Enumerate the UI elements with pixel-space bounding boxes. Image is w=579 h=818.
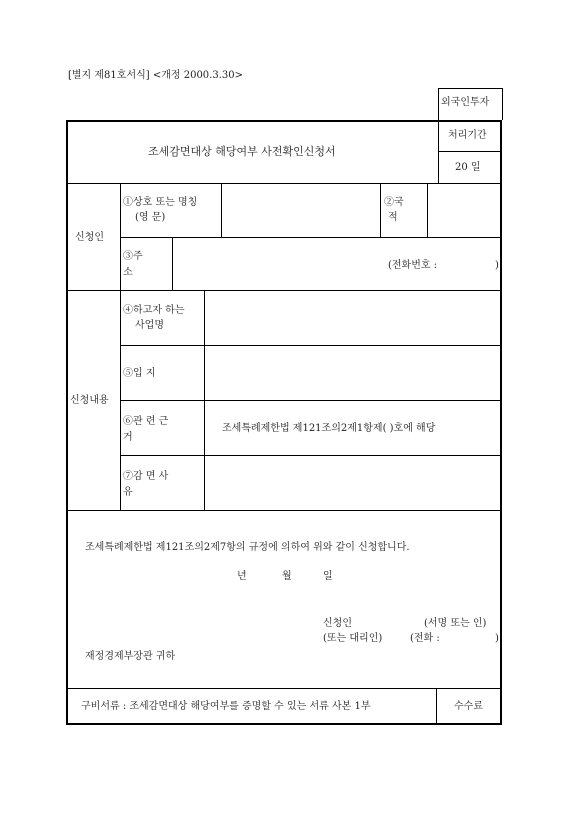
reduction-reason-field[interactable]: [206, 457, 500, 508]
category-label: 외국인투자: [441, 97, 490, 108]
business-plan-label: ④하고자 하는: [123, 305, 185, 316]
row-divider: [120, 400, 502, 401]
location-label: ⑤입 지: [123, 368, 156, 379]
fee-label: 수수료: [454, 701, 483, 712]
address-label: ③주: [123, 251, 143, 262]
date-day-label: 일: [323, 571, 333, 582]
processing-period-label: 처리기간: [448, 130, 487, 141]
agent-label: (또는 대리인): [323, 633, 383, 644]
content-section-label: 신청내용: [70, 395, 109, 406]
date-month-label: 월: [282, 571, 292, 582]
applicant-signature-label: 신청인: [323, 618, 352, 629]
divider: [204, 290, 205, 510]
row-divider: [120, 345, 502, 346]
business-name-label: ①상호 또는 명칭: [123, 197, 198, 208]
signature-phone-close: ): [495, 633, 499, 644]
date-year-label: 년: [237, 571, 247, 582]
reduction-reason-label: ⑦감 면 사: [123, 471, 169, 482]
divider: [221, 183, 222, 237]
business-plan-field[interactable]: [206, 292, 500, 343]
applicant-section-label: 신청인: [75, 232, 104, 243]
signature-note: (서명 또는 인): [424, 618, 487, 629]
nationality-label-suffix: 적: [388, 212, 398, 223]
address-label-suffix: 소: [123, 267, 133, 278]
business-name-field[interactable]: [223, 186, 378, 234]
required-documents: 구비서류 : 조세감면대상 해당여부를 증명할 수 있는 서류 사본 1부: [81, 701, 371, 712]
legal-basis-text: 조세특례제한법 제121조의2제1항제( )호에 해당: [222, 423, 436, 434]
legal-basis-label-suffix: 거: [123, 432, 133, 443]
divider: [427, 183, 428, 237]
address-phone-close: ): [495, 260, 499, 271]
reduction-reason-label-suffix: 유: [123, 487, 133, 498]
location-field[interactable]: [206, 347, 500, 398]
address-phone-label: (전화번호 :: [388, 260, 438, 271]
nationality-label: ②국: [384, 197, 404, 208]
nationality-field[interactable]: [429, 186, 500, 234]
form-number-note: [별지 제81호서식] <개정 2000.3.30>: [68, 70, 243, 81]
divider: [380, 183, 381, 237]
english-name-label: (영 문): [135, 212, 166, 223]
divider: [436, 688, 437, 725]
divider: [172, 237, 173, 290]
processing-period-value: 20 일: [455, 162, 481, 173]
section-divider: [66, 290, 502, 291]
declaration-statement: 조세특례제한법 제121조의2제7항의 규정에 의하여 위와 같이 신청합니다.: [85, 542, 410, 553]
row-divider: [120, 455, 502, 456]
section-divider: [66, 510, 502, 511]
form-title: 조세감면대상 해당여부 사전확인신청서: [148, 145, 336, 158]
section-divider: [66, 183, 502, 184]
row-divider: [120, 237, 502, 238]
label-column-divider: [120, 183, 121, 510]
legal-basis-label: ⑥관 련 근: [123, 416, 169, 427]
divider: [438, 151, 502, 152]
business-plan-label-suffix: 사업명: [135, 320, 164, 331]
addressee: 재정경제부장관 귀하: [85, 651, 176, 662]
signature-phone-label: (전화 :: [410, 633, 440, 644]
